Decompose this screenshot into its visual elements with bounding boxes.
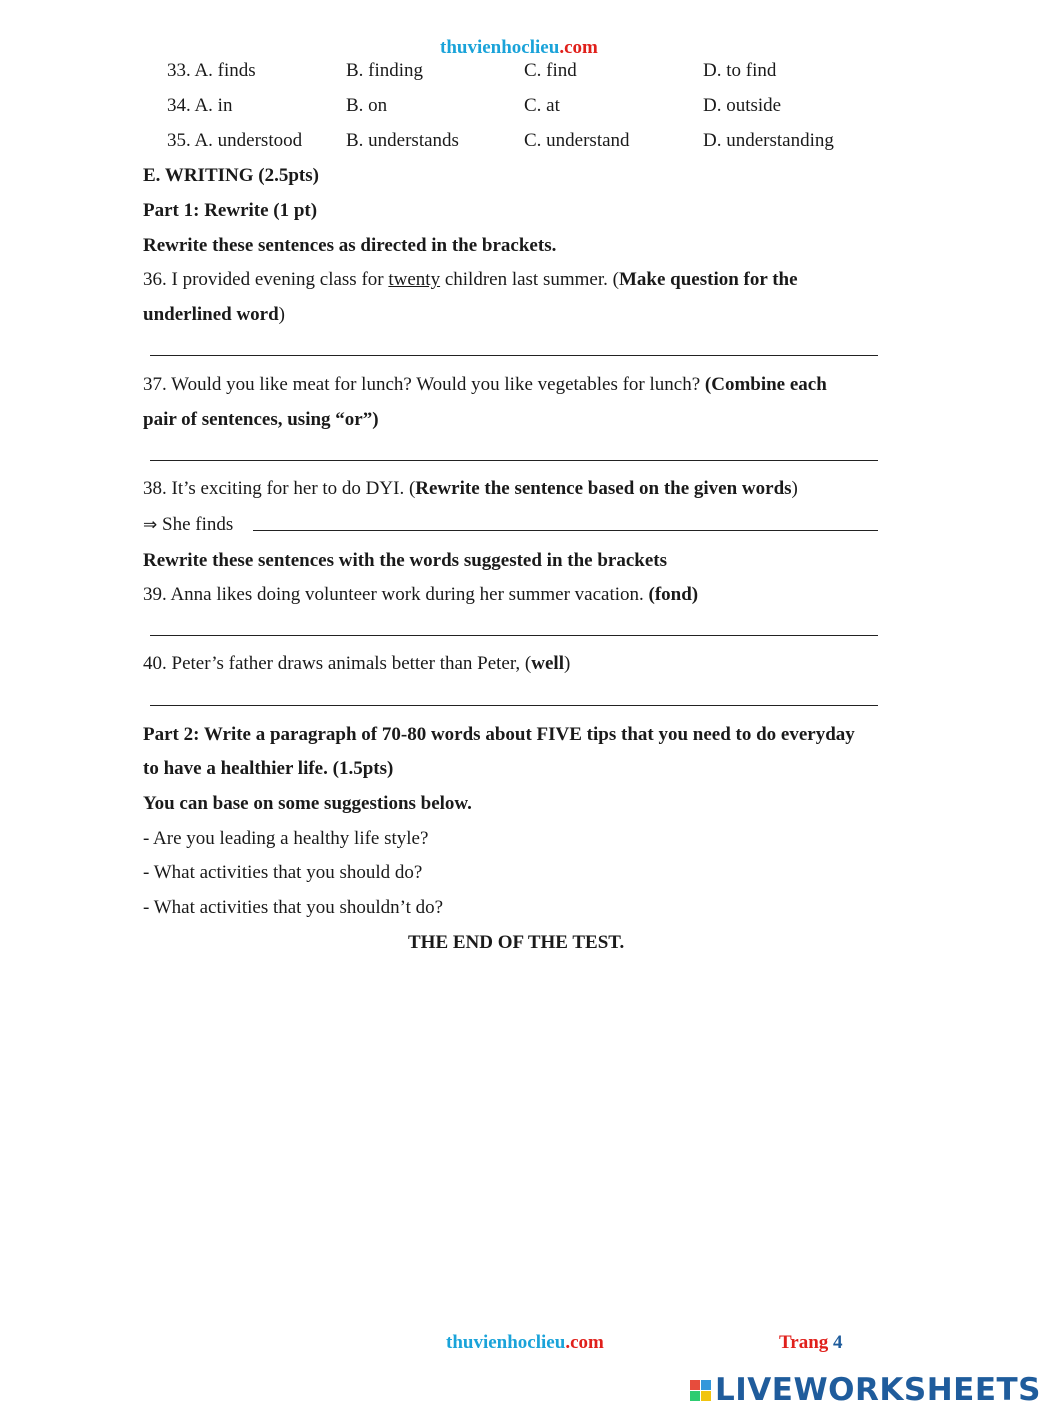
- question-39: [143, 584, 698, 606]
- q38-text: 38. It’s exciting for her to do DYI. (: [143, 478, 416, 499]
- mcq-option-d: D. understanding: [703, 130, 834, 151]
- liveworksheets-icon: [690, 1380, 711, 1401]
- mcq-option-d: D. outside: [703, 95, 782, 116]
- q36-text-post: children last summer. (: [440, 269, 619, 290]
- q38-prompt: [143, 514, 233, 536]
- part1b-instruction: Rewrite these sentences with the words suggested in the brackets: [143, 550, 668, 571]
- q38-prompt-text: She finds: [162, 514, 234, 535]
- answer-line-40[interactable]: [150, 705, 878, 706]
- answer-line-36[interactable]: [150, 355, 878, 356]
- liveworksheets-wordmark: LIVEWORKSHEETS: [715, 1372, 1041, 1408]
- q36-instruction-cont: underlined word: [143, 304, 279, 325]
- suggestions-title: You can base on some suggestions below.: [143, 793, 472, 814]
- logo-square-red: [690, 1380, 700, 1390]
- arrow-icon: ⇒: [143, 515, 158, 535]
- suggestion-item: - What activities that you shouldn’t do?: [143, 897, 444, 918]
- question-36-cont: [143, 304, 285, 326]
- q40-hint: well: [531, 653, 564, 674]
- mcq-option-c: C. understand: [524, 130, 630, 151]
- liveworksheets-logo[interactable]: [690, 1372, 1041, 1408]
- header-site-name-main: thuvienhoclieu: [440, 37, 560, 58]
- question-40: [143, 653, 570, 675]
- question-38: [143, 478, 798, 500]
- q37-instruction: (Combine each: [704, 374, 827, 395]
- section-title: E. WRITING (2.5pts): [143, 165, 319, 186]
- footer-site-tld: .com: [565, 1332, 604, 1353]
- question-36: [143, 269, 798, 291]
- answer-line-37[interactable]: [150, 460, 878, 461]
- q36-underlined-word: twenty: [388, 269, 441, 290]
- footer-site-name: [446, 1332, 604, 1354]
- mcq-option-a: 33. A. finds: [167, 60, 256, 81]
- q38-instruction: Rewrite the sentence based on the given words: [415, 478, 792, 499]
- mcq-option-b: B. understands: [346, 130, 459, 151]
- mcq-option-a: 35. A. understood: [167, 130, 303, 151]
- part1-title: Part 1: Rewrite (1 pt): [143, 200, 318, 221]
- mcq-option-b: B. on: [346, 95, 388, 116]
- q36-instruction: Make question for the: [618, 269, 798, 290]
- answer-line-38[interactable]: [253, 530, 878, 531]
- header-site-tld: .com: [559, 37, 598, 58]
- q38-close: ): [791, 478, 798, 499]
- page-number: [779, 1332, 843, 1354]
- mcq-option-a: 34. A. in: [167, 95, 233, 116]
- q39-text: 39. Anna likes doing volunteer work during her summer vacation.: [143, 584, 649, 605]
- mcq-option-d: D. to find: [703, 60, 777, 81]
- end-of-test: THE END OF THE TEST.: [408, 932, 625, 953]
- part2-title: Part 2: Write a paragraph of 70-80 words about FIVE tips that you need to do everyday: [143, 724, 855, 745]
- logo-square-yellow: [701, 1391, 711, 1401]
- answer-line-39[interactable]: [150, 635, 878, 636]
- suggestion-item: - What activities that you should do?: [143, 862, 423, 883]
- mcq-option-c: C. at: [524, 95, 560, 116]
- q39-hint: (fond): [648, 584, 699, 605]
- mcq-option-c: C. find: [524, 60, 577, 81]
- page-label: Trang: [779, 1332, 829, 1353]
- q36-close: ): [278, 304, 285, 325]
- header-site-name: [440, 37, 598, 59]
- page-num: 4: [833, 1332, 843, 1353]
- q40-text: 40. Peter’s father draws animals better than Peter, (: [143, 653, 532, 674]
- q37-text: 37. Would you like meat for lunch? Would you like vegetables for lunch?: [143, 374, 705, 395]
- q40-close: ): [563, 653, 571, 674]
- mcq-option-b: B. finding: [346, 60, 424, 81]
- suggestion-item: - Are you leading a healthy life style?: [143, 828, 429, 849]
- part1-instruction: Rewrite these sentences as directed in the brackets.: [143, 235, 557, 256]
- part2-title-cont: to have a healthier life. (1.5pts): [143, 758, 394, 779]
- question-37: [143, 374, 827, 396]
- logo-square-blue: [701, 1380, 711, 1390]
- q37-instruction-cont: pair of sentences, using “or”): [143, 409, 379, 430]
- q36-text: 36. I provided evening class for: [143, 269, 389, 290]
- logo-square-green: [690, 1391, 700, 1401]
- footer-site-name-main: thuvienhoclieu: [446, 1332, 566, 1353]
